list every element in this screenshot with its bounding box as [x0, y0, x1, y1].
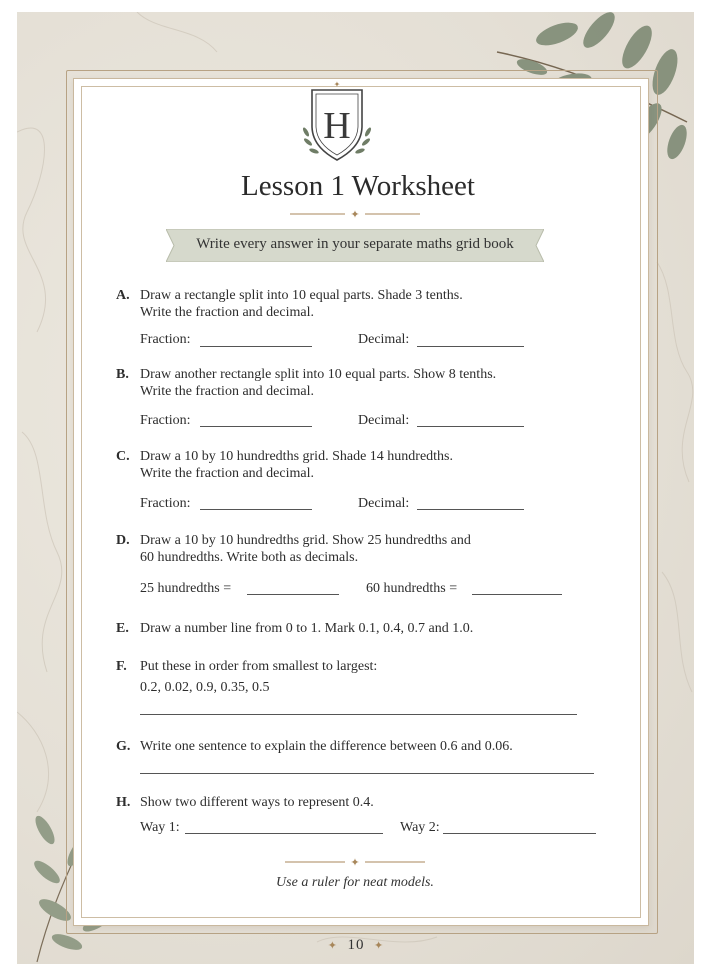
question-text — [140, 448, 610, 482]
question-letter: D. — [116, 533, 130, 548]
footer-divider — [285, 854, 425, 870]
question-letter: H. — [116, 795, 131, 810]
way-2-label: Way 2: — [400, 820, 440, 835]
question-letter: C. — [116, 449, 130, 464]
way-1-answer-line[interactable] — [185, 833, 383, 834]
question-line: 60 hundredths. Write both as decimals. — [140, 550, 359, 565]
page-title: Lesson 1 Worksheet — [241, 170, 475, 202]
question-line: Write the fraction and decimal. — [140, 384, 314, 399]
question-text: Put these in order from smallest to largest: — [140, 659, 378, 674]
way-2-answer-line[interactable] — [443, 833, 596, 834]
twenty-five-hundredths-answer-line[interactable] — [247, 594, 339, 595]
svg-text:✦: ✦ — [350, 857, 360, 869]
question-line: Write the fraction and decimal. — [140, 305, 314, 320]
question-line: Draw a rectangle split into 10 equal parts. Shade 3 tenths. — [140, 288, 463, 303]
question-text — [140, 366, 610, 400]
fraction-answer-line[interactable] — [200, 509, 312, 510]
sixty-hundredths-answer-line[interactable] — [472, 594, 562, 595]
order-answer-line[interactable] — [140, 714, 577, 715]
decimal-answer-line[interactable] — [417, 509, 524, 510]
question-line: Draw a 10 by 10 hundredths grid. Show 25 hundredths and — [140, 533, 471, 548]
sparkle-icon: ✦ — [374, 940, 385, 952]
fraction-label: Fraction: — [140, 413, 191, 428]
question-letter: G. — [116, 739, 131, 754]
crest-letter: H — [323, 105, 351, 147]
twenty-five-hundredths-label: 25 hundredths = — [140, 581, 232, 596]
numbers-to-order: 0.2, 0.02, 0.9, 0.35, 0.5 — [140, 680, 270, 695]
sparkle-icon: ✦ — [327, 940, 338, 952]
fraction-answer-line[interactable] — [200, 346, 312, 347]
way-1-label: Way 1: — [140, 820, 180, 835]
decimal-answer-line[interactable] — [417, 426, 524, 427]
footer-note: Use a ruler for neat models. — [276, 875, 434, 890]
question-letter: A. — [116, 288, 130, 303]
fraction-answer-line[interactable] — [200, 426, 312, 427]
title-divider — [290, 206, 420, 222]
question-text — [140, 287, 610, 321]
page-number-value: 10 — [347, 937, 365, 953]
question-text — [140, 532, 610, 566]
question-letter: F. — [116, 659, 127, 674]
banner-text: Write every answer in your separate maths grid book — [196, 236, 514, 252]
sentence-answer-line[interactable] — [140, 773, 594, 774]
fraction-label: Fraction: — [140, 332, 191, 347]
decimal-label: Decimal: — [358, 496, 410, 511]
decimal-answer-line[interactable] — [417, 346, 524, 347]
question-line: Draw another rectangle split into 10 equal parts. Show 8 tenths. — [140, 367, 497, 382]
svg-text:✦: ✦ — [350, 209, 360, 221]
question-line: Write the fraction and decimal. — [140, 466, 314, 481]
question-line: Draw a 10 by 10 hundredths grid. Shade 14 hundredths. — [140, 449, 454, 464]
decimal-label: Decimal: — [358, 332, 410, 347]
question-letter: B. — [116, 367, 129, 382]
sixty-hundredths-label: 60 hundredths = — [366, 581, 458, 596]
page-number — [316, 937, 396, 954]
question-text: Show two different ways to represent 0.4. — [140, 795, 374, 810]
question-text: Write one sentence to explain the difference between 0.6 and 0.06. — [140, 739, 513, 754]
svg-text:✦: ✦ — [333, 80, 341, 89]
decimal-label: Decimal: — [358, 413, 410, 428]
fraction-label: Fraction: — [140, 496, 191, 511]
question-letter: E. — [116, 621, 129, 636]
question-text: Draw a number line from 0 to 1. Mark 0.1, 0.4, 0.7 and 1.0. — [140, 621, 474, 636]
